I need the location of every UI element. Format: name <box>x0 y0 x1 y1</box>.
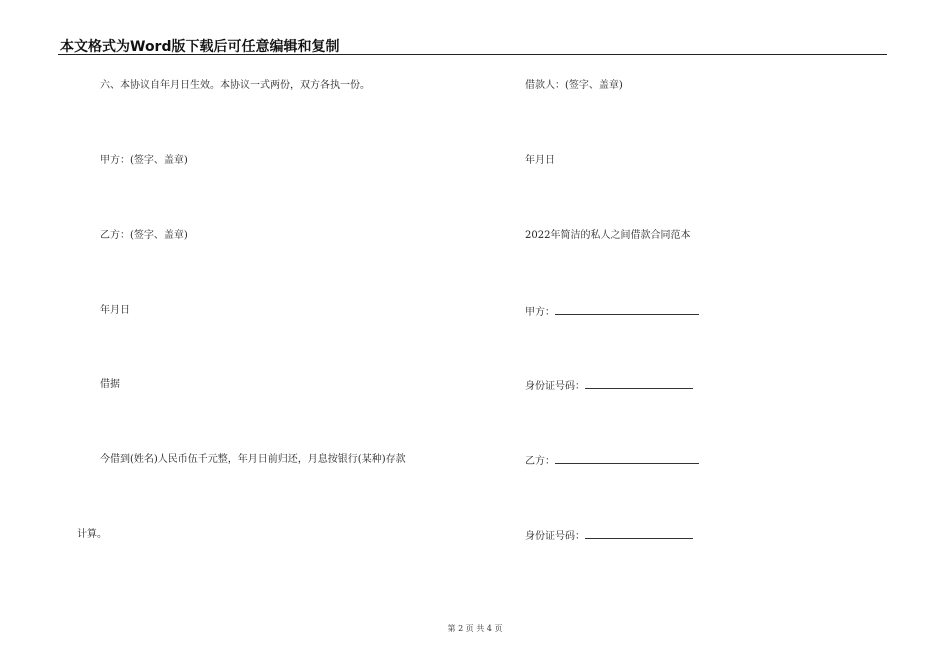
party-b-blank <box>555 454 699 464</box>
id-number-field-1 <box>525 379 693 393</box>
id-number-label-1: 身份证号码： <box>525 381 585 392</box>
header-divider <box>58 54 887 55</box>
borrower-signature-line: 借款人：(签字、盖章) <box>525 80 623 91</box>
party-b-label: 乙方： <box>525 456 555 467</box>
document-header-title: 本文格式为Word版下载后可任意编辑和复制 <box>60 39 340 55</box>
id-number-label-2: 身份证号码： <box>525 531 585 542</box>
iou-heading: 借据 <box>100 379 120 390</box>
party-a-label: 甲方： <box>525 307 555 318</box>
party-a-signature-line: 甲方：(签字、盖章) <box>100 155 188 166</box>
id-number-blank-1 <box>585 379 693 389</box>
iou-body-text: 今借到(姓名)人民币伍千元整，年月日前归还，月息按银行(某种)存款 <box>100 454 406 465</box>
page-number-footer: 第 2 页 共 4 页 <box>447 624 503 633</box>
id-number-blank-2 <box>585 529 693 539</box>
party-b-signature-line: 乙方：(签字、盖章) <box>100 230 188 241</box>
party-b-field <box>525 454 699 468</box>
date-line-left: 年月日 <box>100 305 130 316</box>
party-a-blank <box>555 305 699 315</box>
clause-effective-date: 六、本协议自年月日生效。本协议一式两份，双方各执一份。 <box>100 80 370 91</box>
date-line-right: 年月日 <box>525 155 555 166</box>
id-number-field-2 <box>525 529 693 543</box>
party-a-field <box>525 305 699 319</box>
iou-body-continuation: 计算。 <box>77 529 107 540</box>
contract-template-title: 2022年简洁的私人之间借款合同范本 <box>525 230 691 241</box>
